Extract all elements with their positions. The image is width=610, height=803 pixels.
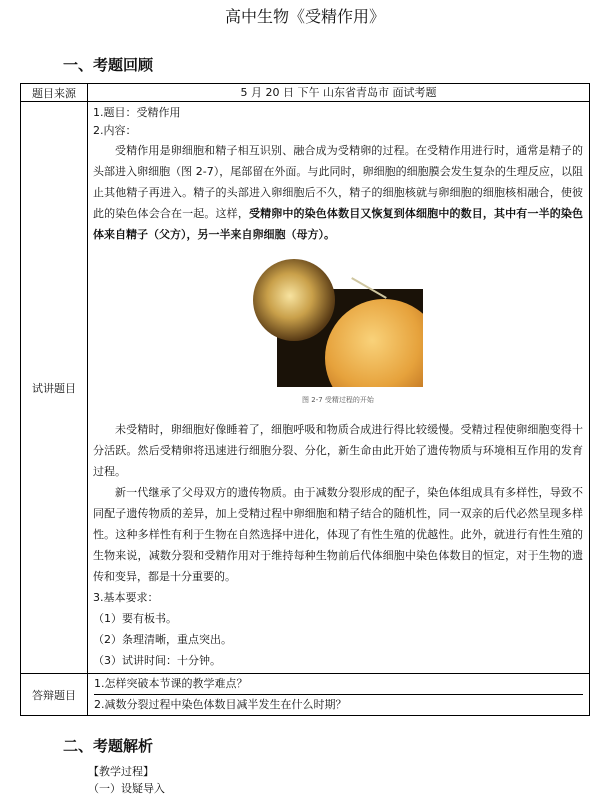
exam-table — [20, 83, 590, 716]
page-title: 高中生物《受精作用》 — [224, 7, 385, 26]
figure-caption: 图 2-7 受精过程的开始 — [302, 396, 374, 404]
requirement-3: （3）试讲时间：十分钟。 — [93, 654, 221, 667]
requirement-1: （1）要有板书。 — [93, 612, 177, 625]
section-heading-analysis: 二、考题解析 — [63, 737, 154, 755]
paragraph-3: 新一代继承了父母双方的遗传物质。由于减数分裂形成的配子，染色体组成具有多样性，导致不同配子遗传物质的差异，加上受精过程中卵细胞和精子结合的随机性，同一双亲的后代必然呈现多样性。这种多样性有利于生物在自然选择中进化，体现了有性生殖的优越性。此外，就进行有性生殖的生物来说，减数分裂和受精作用对于维持每种生物前后代体细胞中染色体数目的恒定，对于生物的遗传和变异，都是十分重要的。 — [93, 486, 583, 583]
requirements-title: 3.基本要求： — [93, 591, 159, 604]
fertilization-image — [253, 259, 423, 387]
content-line: 2.内容： — [93, 124, 137, 137]
paragraph-2: 未受精时，卵细胞好像睡着了，细胞呼吸和物质合成进行得比较缓慢。受精过程使卵细胞变得十分活跃。然后受精卵将迅速进行细胞分裂、分化，新生命由此开始了遗传物质与环境相互作用的发育过程。 — [93, 423, 583, 478]
question-2: 2.减数分裂过程中染色体数目减半发生在什么时期？ — [94, 698, 347, 711]
row-value-source: 5 月 20 日 下午 山东省青岛市 面试考题 — [88, 84, 590, 102]
topic-content-cell — [88, 102, 590, 674]
paragraph-1-text: 受精作用是卵细胞和精子相互识别、融合成为受精卵的过程。在受精作用进行时，通常是精子的头部进入卵细胞（图 2-7），尾部留在外面。与此同时，卵细胞的细胞膜会发生复杂的生理反应，以阻止其他精子再进入。精子的头部进入卵细胞后不久，精子的细胞核就与卵细胞的细胞核相融合，使彼此的染色体会合在一起。这样， — [93, 144, 583, 220]
teaching-process-heading: 【教学过程】 — [88, 765, 154, 778]
row-label-topic: 试讲题目 — [21, 102, 88, 674]
row-label-source: 题目来源 — [21, 84, 88, 102]
topic-line: 1.题目：受精作用 — [93, 106, 181, 119]
row-label-qa: 答辩题目 — [21, 674, 88, 716]
table-row — [21, 102, 590, 674]
step-1-heading: （一）设疑导入 — [88, 782, 165, 795]
section-heading-review: 一、考题回顾 — [63, 56, 154, 74]
question-1: 1.怎样突破本节课的教学难点？ — [94, 674, 583, 695]
paragraph-1-bold: 受精卵中的染色体数目又恢复到体细胞中的数目，其中有一半的染色体来自精子（父方），另一半来自卵细胞（母方）。 — [93, 207, 583, 241]
paragraph-1 — [93, 140, 583, 245]
table-row — [21, 84, 590, 102]
table-row — [21, 674, 590, 716]
qa-cell — [88, 674, 590, 716]
requirement-2: （2）条理清晰，重点突出。 — [93, 633, 232, 646]
figure — [93, 259, 583, 409]
